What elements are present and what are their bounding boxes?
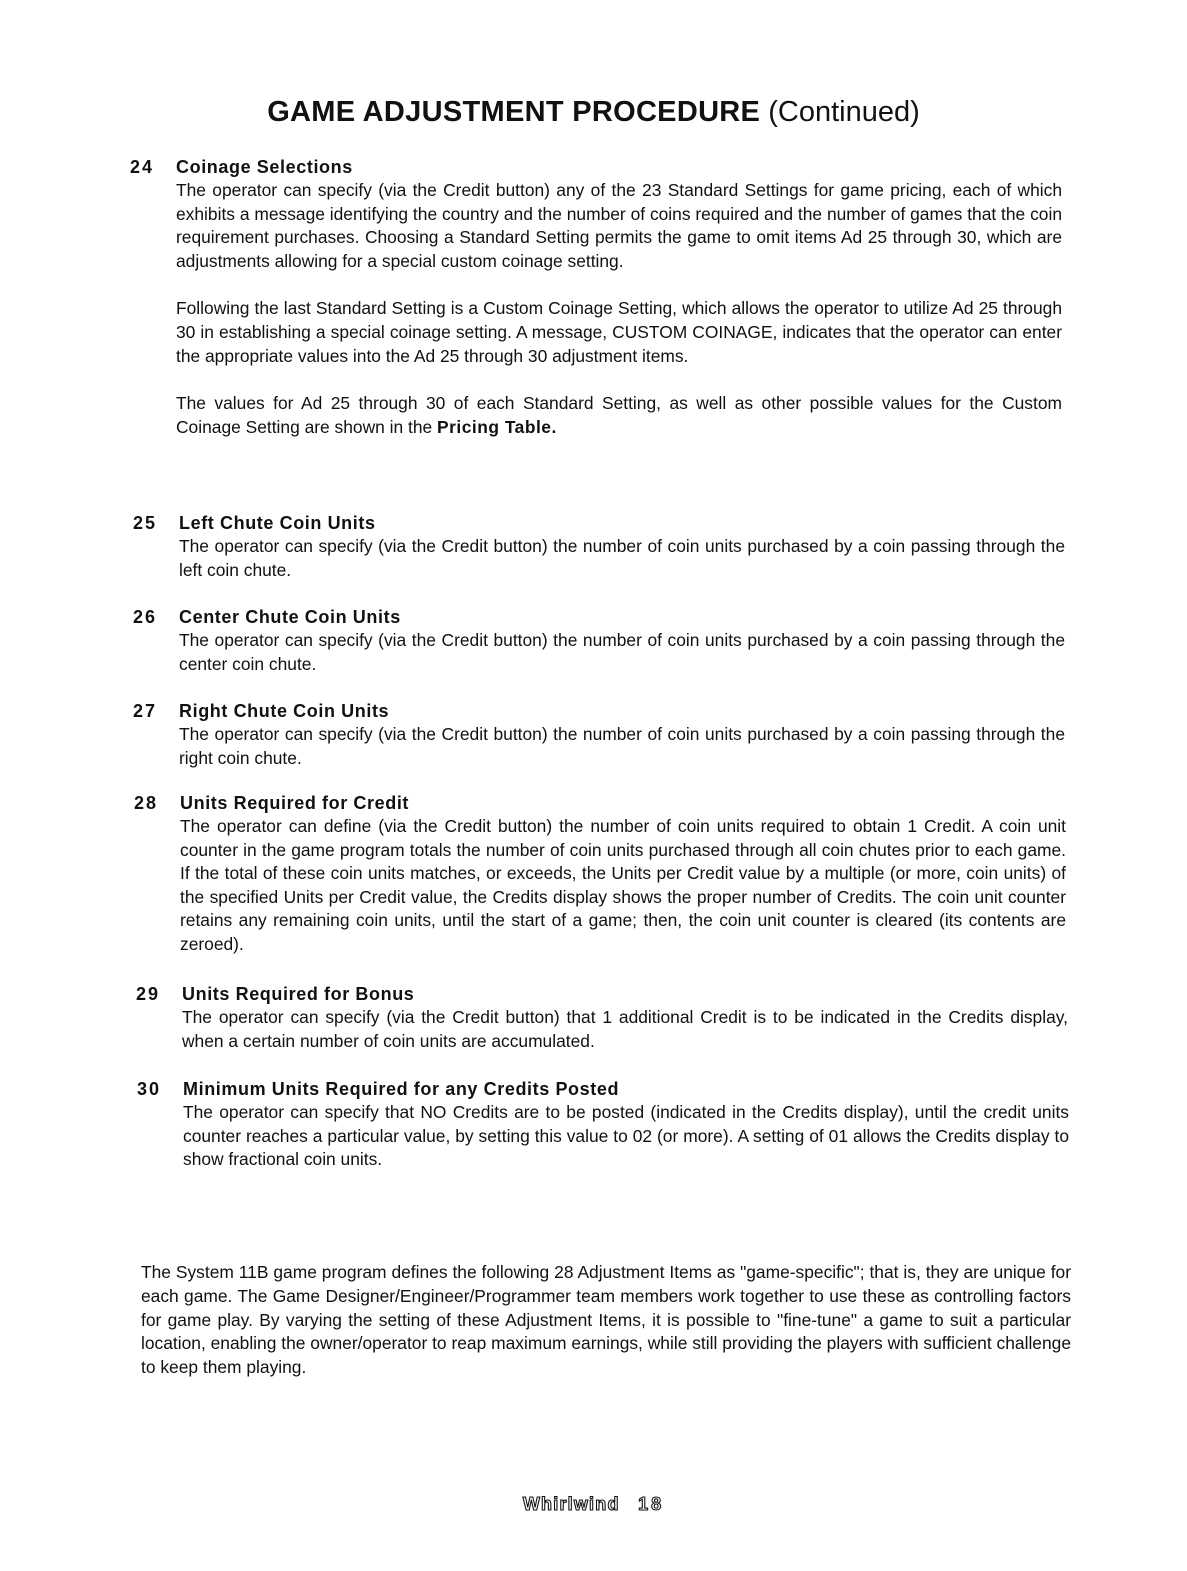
item-heading: Units Required for Bonus: [182, 984, 415, 1004]
item-number: 28: [134, 793, 159, 813]
page-title-continued: (Continued): [768, 96, 920, 128]
page-title-main: GAME ADJUSTMENT PROCEDURE: [267, 96, 761, 128]
item-heading: Coinage Selections: [176, 157, 353, 177]
adjustment-item-27: [133, 699, 1065, 770]
item-heading: Right Chute Coin Units: [179, 701, 390, 721]
pricing-table-reference: Pricing Table.: [437, 416, 557, 437]
item-paragraph: Following the last Standard Setting is a Custom Coinage Setting, which allows the operator to utilize Ad 25 through 30 in establishing a special coinage setting. A message, CUSTOM COINAGE, indicates that the operator can enter the appropriate values into the Ad 25 through 30 adjustment items.: [176, 298, 1062, 366]
item-heading: Center Chute Coin Units: [179, 607, 401, 627]
item-heading: Left Chute Coin Units: [179, 513, 376, 533]
item-paragraph: The operator can specify (via the Credit button) the number of coin units purchased by a coin passing through the center coin chute.: [179, 630, 1065, 674]
adjustment-item-24: [130, 155, 1062, 439]
item-heading: Units Required for Credit: [180, 793, 410, 813]
page-title: [0, 94, 1187, 130]
item-paragraph: The operator can specify (via the Credit button) the number of coin units purchased by a coin passing through the right coin chute.: [179, 724, 1065, 768]
adjustment-item-29: [136, 982, 1068, 1053]
item-paragraph: The operator can specify (via the Credit button) the number of coin units purchased by a coin passing through the left coin chute.: [179, 536, 1065, 580]
item-heading: Minimum Units Required for any Credits Posted: [183, 1079, 620, 1099]
closing-paragraph: The System 11B game program defines the following 28 Adjustment Items as "game-specific"; that is, they are unique for each game. The Game Designer/Engineer/Programmer team members work together to use these as controlling factors for game play. By varying the setting of these Adjustment Items, it is possible to "fine-tune" a game to suit a particular location, enabling the owner/operator to reap maximum earnings, while still providing the players with sufficient challenge to keep them playing.: [141, 1262, 1071, 1377]
item-paragraph: The operator can specify that NO Credits are to be posted (indicated in the Credits display), until the credit units counter reaches a particular value, by setting this value to 02 (or more). A setting of 01 allows the Credits display to show fractional coin units.: [183, 1102, 1069, 1170]
item-number: 29: [136, 984, 161, 1004]
footer-game-name: Whirlwind: [522, 1494, 620, 1514]
adjustment-item-30: [137, 1077, 1069, 1172]
item-number: 27: [133, 701, 158, 721]
footer-page-number: 18: [638, 1494, 665, 1514]
adjustment-item-28: [134, 791, 1066, 957]
adjustment-item-25: [133, 511, 1065, 582]
item-paragraph: The operator can specify (via the Credit button) that 1 additional Credit is to be indicated in the Credits display, when a certain number of coin units are accumulated.: [182, 1007, 1068, 1051]
item-paragraph: The operator can specify (via the Credit button) any of the 23 Standard Settings for game pricing, each of which exhibits a message identifying the country and the number of coins required and the number of games that the coin requirement purchases. Choosing a Standard Setting permits the game to omit items Ad 25 through 30, which are adjustments allowing for a special custom coinage setting.: [176, 180, 1062, 271]
item-paragraph: The operator can define (via the Credit button) the number of coin units required to obtain 1 Credit. A coin unit counter in the game program totals the number of coin units purchased through all coin chutes prior to each game. If the total of these coin units matches, or exceeds, the Units per Credit value by a multiple (or more, coin units) of the specified Units per Credit value, the Credits display shows the proper number of Credits. The coin unit counter retains any remaining coin units, until the start of a game; then, the coin unit counter is cleared (its contents are zeroed).: [180, 816, 1066, 954]
page-footer: [0, 1494, 1187, 1515]
item-number: 26: [133, 607, 158, 627]
adjustment-item-26: [133, 605, 1065, 676]
item-number: 30: [137, 1079, 162, 1099]
item-number: 25: [133, 513, 158, 533]
item-paragraph: [176, 392, 1062, 439]
item-paragraph-text: The values for Ad 25 through 30 of each Standard Setting, as well as other possible values for the Custom Coinage Setting are shown in the: [176, 393, 1062, 437]
item-number: 24: [130, 157, 155, 177]
